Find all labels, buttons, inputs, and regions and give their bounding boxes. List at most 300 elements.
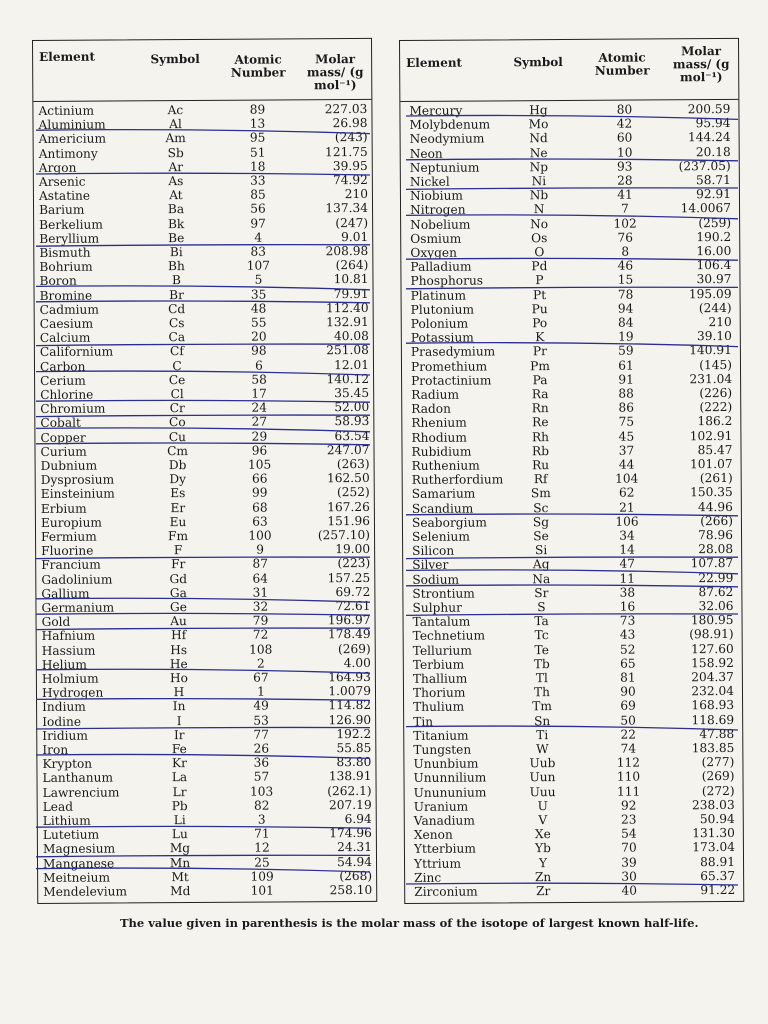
element-name: Iodine <box>42 714 82 729</box>
molar-mass: (272) <box>701 783 735 798</box>
atomic-number: 71 <box>254 826 270 841</box>
molar-mass: 28.08 <box>698 542 734 557</box>
left-table <box>32 38 377 904</box>
molar-mass: (269) <box>701 769 735 784</box>
atomic-number: 15 <box>617 272 634 288</box>
element-name: Dysprosium <box>40 472 115 488</box>
element-name: Barium <box>38 203 85 218</box>
atomic-number: 107 <box>246 258 271 273</box>
element-name: Holmium <box>41 671 99 686</box>
molar-mass: 44.96 <box>697 499 733 514</box>
element-name: Ununnilium <box>413 770 487 786</box>
atomic-number: 94 <box>617 301 634 316</box>
element-name: Hydrogen <box>41 685 104 701</box>
element-symbol: Ag <box>532 557 550 572</box>
molar-mass: 180.95 <box>690 613 734 628</box>
element-name: Sodium <box>412 572 460 587</box>
atomic-number: 50 <box>620 713 636 728</box>
molar-mass: 24.31 <box>337 840 372 855</box>
molar-mass: (237.05) <box>678 158 731 174</box>
atomic-number: 30 <box>621 869 637 884</box>
element-name: Manganese <box>42 856 115 871</box>
element-symbol: Uuu <box>529 784 556 799</box>
atomic-number: 96 <box>251 443 268 458</box>
atomic-number: 64 <box>252 571 269 586</box>
element-symbol: Bh <box>167 259 185 274</box>
atomic-number: 105 <box>247 457 272 472</box>
atomic-number: 45 <box>618 429 635 444</box>
element-symbol: Th <box>533 685 551 700</box>
atomic-number: 46 <box>617 258 634 273</box>
atomic-number: 109 <box>250 869 274 884</box>
element-name: Chlorine <box>40 387 94 402</box>
atomic-number: 70 <box>621 840 637 856</box>
element-symbol: Am <box>165 131 186 146</box>
atomic-number: 13 <box>249 116 266 131</box>
element-name: Xenon <box>413 827 453 843</box>
element-symbol: Pd <box>531 259 548 274</box>
element-name: Lithium <box>42 813 91 828</box>
element-name: Arsenic <box>38 174 86 189</box>
element-name: Vanadium <box>413 813 475 828</box>
element-symbol: Al <box>169 117 182 132</box>
molar-mass: 195.09 <box>688 286 732 301</box>
element-name: Neon <box>409 146 443 161</box>
element-name: Ununbium <box>413 756 479 772</box>
element-symbol: Cr <box>169 401 185 416</box>
element-name: Nitrogen <box>409 202 466 218</box>
atomic-number: 79 <box>252 613 269 628</box>
molar-mass: 190.2 <box>696 229 732 244</box>
element-name: Thulium <box>413 700 465 715</box>
element-name: Mercury <box>409 103 463 118</box>
element-symbol: Ba <box>167 202 185 217</box>
element-symbol: Ni <box>531 174 547 189</box>
atomic-number: 60 <box>616 130 633 146</box>
element-name: Palladium <box>410 259 472 275</box>
element-symbol: Sc <box>533 500 549 515</box>
element-symbol: Cs <box>168 316 185 331</box>
element-symbol: Md <box>170 884 191 899</box>
element-symbol: Nd <box>529 131 548 146</box>
element-name: Titanium <box>413 728 469 743</box>
molar-mass: (262.1) <box>327 783 372 798</box>
atomic-number: 26 <box>253 741 270 756</box>
element-name: Platinum <box>410 288 467 303</box>
atomic-number: 4 <box>254 230 263 245</box>
element-symbol: Cl <box>170 387 184 402</box>
atomic-number: 99 <box>251 485 268 501</box>
molar-mass: 22.99 <box>698 570 734 585</box>
element-symbol: Es <box>170 486 186 501</box>
molar-mass: (244) <box>698 300 732 315</box>
element-symbol: Pm <box>530 358 550 373</box>
element-symbol: Te <box>534 642 549 657</box>
atomic-number: 90 <box>620 684 636 699</box>
atomic-number: 16 <box>619 599 636 614</box>
element-symbol: Pb <box>171 798 188 813</box>
atomic-number: 23 <box>620 812 637 827</box>
element-symbol: Rn <box>531 401 549 416</box>
atomic-number: 56 <box>250 201 266 217</box>
element-name: Plutonium <box>410 302 475 317</box>
molar-mass: 192.2 <box>336 726 372 741</box>
atomic-number: 12 <box>254 840 270 856</box>
atomic-number: 92 <box>620 798 637 813</box>
element-name: Rutherfordium <box>411 472 504 488</box>
element-symbol: Mt <box>171 869 189 884</box>
element-name: Uranium <box>413 799 469 814</box>
molar-mass: 232.04 <box>691 684 735 699</box>
element-symbol: Db <box>168 458 187 473</box>
element-name: Carbon <box>39 359 86 374</box>
element-name: Argon <box>38 160 77 175</box>
molar-mass: 164.93 <box>328 669 371 685</box>
molar-mass: 251.08 <box>326 343 369 358</box>
molar-mass: (145) <box>699 357 733 372</box>
molar-mass: 14.0067 <box>680 201 732 216</box>
molar-mass: 178.49 <box>327 627 371 642</box>
element-symbol: Mo <box>528 117 549 132</box>
atomic-number: 61 <box>618 358 634 373</box>
element-symbol: Fm <box>167 529 189 544</box>
element-name: Iridium <box>42 728 88 743</box>
molar-mass: (277) <box>701 755 735 770</box>
element-name: Osmium <box>410 231 462 246</box>
element-name: Gallium <box>41 586 90 601</box>
element-symbol: Zr <box>536 884 551 899</box>
right-table-header <box>400 39 738 102</box>
atomic-number: 22 <box>620 727 637 742</box>
element-name: Samarium <box>411 486 476 502</box>
atomic-number: 21 <box>619 500 635 515</box>
element-name: Zirconium <box>414 884 478 899</box>
molar-mass: 207.19 <box>328 797 372 812</box>
element-symbol: He <box>169 656 188 671</box>
molar-mass: 52.00 <box>334 400 370 415</box>
atomic-number: 42 <box>616 116 633 131</box>
molar-mass: 50.94 <box>699 811 735 827</box>
element-name: Antimony <box>38 146 98 161</box>
element-symbol: Ru <box>532 458 550 473</box>
element-symbol: Uun <box>529 770 556 785</box>
molar-mass: 247.07 <box>326 442 370 458</box>
atomic-number: 108 <box>249 642 273 657</box>
element-symbol: Re <box>532 415 549 430</box>
atomic-number: 87 <box>252 556 268 572</box>
element-symbol: Tl <box>535 671 548 686</box>
element-symbol: Y <box>538 855 548 870</box>
element-symbol: Cm <box>167 443 188 458</box>
element-name: Dubnium <box>40 458 98 473</box>
molar-mass: 227.03 <box>324 101 368 117</box>
element-name: Strontium <box>412 586 475 601</box>
element-symbol: P <box>535 273 544 288</box>
element-name: Oxygen <box>410 245 457 260</box>
molar-mass: 173.04 <box>692 840 735 855</box>
molar-mass: 138.91 <box>328 769 372 784</box>
element-name: Radium <box>411 387 460 402</box>
element-name: Bromine <box>39 288 93 303</box>
molar-mass: 1.0079 <box>328 684 372 699</box>
element-symbol: Pr <box>532 344 547 359</box>
element-symbol: Rf <box>533 472 548 487</box>
molar-mass: 238.03 <box>691 797 735 813</box>
element-name: Magnesium <box>42 841 116 857</box>
element-symbol: Cf <box>169 344 184 359</box>
element-symbol: O <box>534 245 545 260</box>
molar-mass: 55.85 <box>336 740 372 756</box>
molar-mass: 200.59 <box>687 101 731 117</box>
molar-mass: 126.90 <box>328 712 372 727</box>
atomic-number: 112 <box>616 755 641 770</box>
element-name: Unununium <box>413 785 487 800</box>
molar-mass: 32.06 <box>698 598 734 614</box>
element-name: Germanium <box>41 600 115 615</box>
element-name: Rubidium <box>411 444 472 459</box>
molar-mass: 6.94 <box>344 811 372 827</box>
element-name: Fermium <box>40 529 97 544</box>
molar-mass: (266) <box>700 513 733 528</box>
atomic-number: 9 <box>256 542 265 557</box>
element-name: Polonium <box>410 316 469 331</box>
molar-mass: 118.69 <box>691 712 735 727</box>
molar-mass: (257.10) <box>317 527 371 543</box>
element-name: Neodymium <box>409 131 485 147</box>
atomic-number: 10 <box>616 145 633 160</box>
element-symbol: Ho <box>169 671 188 686</box>
element-name: Berkelium <box>39 217 103 232</box>
element-name: Boron <box>39 274 77 289</box>
element-name: Bismuth <box>39 245 91 260</box>
atomic-number: 97 <box>250 216 266 231</box>
atomic-number: 24 <box>251 400 268 415</box>
atomic-number: 6 <box>255 358 263 373</box>
element-symbol: Po <box>532 316 548 331</box>
molar-mass: 19.00 <box>335 542 371 557</box>
atomic-number: 66 <box>251 471 268 486</box>
molar-mass: 35.45 <box>334 385 370 401</box>
atomic-number: 36 <box>253 755 270 770</box>
element-name: Fluorine <box>41 543 94 559</box>
element-symbol: C <box>172 358 182 373</box>
header-molar-mass: Molar mass/ (g mol⁻¹) <box>306 52 364 93</box>
element-name: Tellurium <box>412 643 472 658</box>
atomic-number: 85 <box>250 187 266 202</box>
atomic-number: 41 <box>617 187 633 202</box>
element-symbol: At <box>169 188 183 203</box>
element-name: Actinium <box>38 103 95 118</box>
molar-mass: 87.62 <box>698 584 734 599</box>
atomic-number: 33 <box>250 173 266 188</box>
left-table-rows <box>33 101 373 899</box>
element-symbol: Dy <box>169 472 187 487</box>
molar-mass: 167.26 <box>327 499 370 514</box>
atomic-number: 17 <box>251 386 267 401</box>
element-name: Tin <box>413 714 434 729</box>
footnote: The value given in parenthesis is the molar mass of the isotope of largest known half-life. <box>120 916 699 930</box>
molar-mass: 137.34 <box>325 201 369 216</box>
atomic-number: 93 <box>616 159 633 174</box>
molar-mass: 63.54 <box>334 428 370 443</box>
molar-mass: 107.87 <box>690 556 734 571</box>
element-symbol: Ca <box>168 330 186 345</box>
element-name: Lead <box>42 799 74 814</box>
element-name: Francium <box>41 557 101 573</box>
element-name: Thallium <box>412 671 468 686</box>
element-name: Hafnium <box>41 629 96 644</box>
element-symbol: U <box>537 798 548 813</box>
element-name: Rhenium <box>411 415 467 431</box>
molar-mass: 91.22 <box>700 882 736 898</box>
atomic-number: 95 <box>249 130 266 146</box>
element-symbol: Br <box>169 287 184 302</box>
header-symbol: Symbol <box>513 55 563 70</box>
atomic-number: 1 <box>257 684 265 699</box>
molar-mass: 20.18 <box>695 144 731 159</box>
molar-mass: 186.2 <box>697 414 733 429</box>
atomic-number: 11 <box>619 571 636 586</box>
element-symbol: S <box>537 600 546 615</box>
atomic-number: 67 <box>253 670 269 685</box>
element-name: Niobium <box>409 188 464 204</box>
left-table-header <box>33 39 371 102</box>
molar-mass: 39.10 <box>696 329 732 344</box>
element-name: Lanthanum <box>42 770 114 786</box>
element-name: Copper <box>40 430 86 445</box>
element-symbol: Mg <box>169 841 191 856</box>
element-name: Chromium <box>40 401 106 417</box>
element-name: Lawrencium <box>42 785 120 800</box>
element-name: Californium <box>39 344 114 360</box>
element-symbol: Ge <box>169 600 187 615</box>
element-symbol: F <box>173 543 183 558</box>
atomic-number: 54 <box>621 826 637 841</box>
element-name: Zinc <box>414 870 442 885</box>
element-symbol: Ti <box>536 727 549 742</box>
molar-mass: 9.01 <box>341 229 369 244</box>
header-element: Element <box>406 55 463 70</box>
atomic-number: 62 <box>618 485 635 501</box>
atomic-number: 40 <box>621 883 637 898</box>
molar-mass: (252) <box>336 485 370 500</box>
molar-mass: 101.07 <box>689 456 733 472</box>
element-name: Seaborgium <box>411 515 487 530</box>
element-symbol: Ta <box>534 614 549 629</box>
molar-mass: 144.24 <box>687 130 731 145</box>
element-symbol: As <box>168 174 184 189</box>
element-name: Silicon <box>412 543 455 559</box>
atomic-number: 89 <box>249 102 266 117</box>
atomic-number: 88 <box>618 386 634 401</box>
molar-mass: 196.97 <box>327 613 371 628</box>
atomic-number: 76 <box>617 230 634 245</box>
element-symbol: La <box>171 770 188 785</box>
element-symbol: Ga <box>169 585 187 600</box>
atomic-number: 73 <box>619 613 636 628</box>
element-symbol: K <box>535 330 545 345</box>
molar-mass: 140.12 <box>326 371 370 387</box>
element-name: Erbium <box>40 501 87 516</box>
element-symbol: Xe <box>534 827 551 842</box>
molar-mass: 231.04 <box>689 371 733 387</box>
element-symbol: W <box>536 742 549 757</box>
element-name: Calcium <box>39 330 91 346</box>
element-name: Phosphorus <box>410 273 484 289</box>
molar-mass: 204.37 <box>691 669 734 685</box>
molar-mass: 95.94 <box>695 116 731 131</box>
atomic-number: 68 <box>252 500 268 515</box>
element-symbol: Kr <box>171 756 187 771</box>
atomic-number: 55 <box>250 315 267 330</box>
element-name: Americium <box>38 131 107 147</box>
molar-mass: 210 <box>344 187 368 202</box>
molar-mass: (243) <box>334 130 368 145</box>
element-symbol: N <box>533 202 545 217</box>
element-symbol: Se <box>533 529 549 544</box>
molar-mass: 79.91 <box>333 286 369 301</box>
element-symbol: V <box>538 813 548 828</box>
atomic-number: 51 <box>249 145 266 160</box>
element-name: Cobalt <box>40 416 81 431</box>
element-symbol: Np <box>529 159 549 175</box>
element-symbol: Mn <box>169 855 191 870</box>
atomic-number: 84 <box>617 315 634 330</box>
molar-mass: 85.47 <box>697 442 733 457</box>
element-name: Selenium <box>411 529 470 544</box>
element-symbol: Be <box>168 230 185 245</box>
element-symbol: Hf <box>171 628 187 643</box>
element-name: Astatine <box>38 188 91 204</box>
element-symbol: Co <box>168 415 186 430</box>
element-name: Sulphur <box>412 600 462 615</box>
element-symbol: Uub <box>529 756 556 771</box>
molar-mass: 58.71 <box>695 172 731 188</box>
molar-mass: (259) <box>698 215 732 230</box>
atomic-number: 28 <box>617 173 633 188</box>
atomic-number: 27 <box>251 414 268 430</box>
element-symbol: I <box>176 713 182 728</box>
molar-mass: 106.4 <box>696 258 732 273</box>
element-symbol: Er <box>170 500 186 515</box>
atomic-number: 43 <box>619 627 636 643</box>
molar-mass: (261) <box>699 471 733 486</box>
element-name: Potassium <box>410 330 474 346</box>
atomic-number: 100 <box>248 528 272 543</box>
molar-mass: 140.91 <box>689 343 732 358</box>
element-name: Aluminium <box>38 117 106 133</box>
element-name: Beryllium <box>39 231 100 246</box>
molar-mass: 72.61 <box>335 598 371 614</box>
molar-mass: 121.75 <box>324 144 368 159</box>
molar-mass: 92.91 <box>696 187 731 202</box>
element-name: Lutetium <box>42 827 100 843</box>
atomic-number: 75 <box>618 414 635 430</box>
molar-mass: 174.96 <box>329 826 372 841</box>
element-name: Prasedymium <box>410 344 496 360</box>
molar-mass: 162.50 <box>326 471 370 486</box>
element-name: Promethium <box>410 359 488 374</box>
element-symbol: Si <box>534 543 548 558</box>
element-name: Gold <box>41 614 71 630</box>
molar-mass: 83.80 <box>336 755 372 770</box>
element-symbol: Pt <box>532 287 547 302</box>
element-symbol: In <box>172 699 186 714</box>
atomic-number: 20 <box>251 329 267 344</box>
molar-mass: 4.00 <box>343 655 371 670</box>
molar-mass: (226) <box>699 385 733 401</box>
element-name: Molybdenum <box>409 117 491 133</box>
